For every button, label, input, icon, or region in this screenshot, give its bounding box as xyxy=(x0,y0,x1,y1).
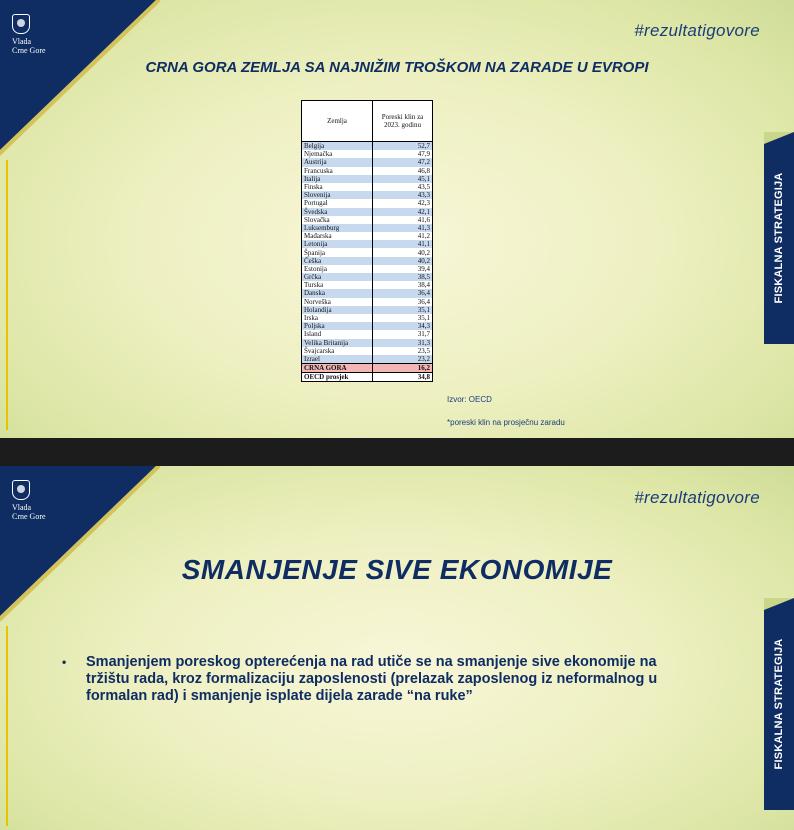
country-cell: Holandija xyxy=(302,306,373,314)
country-cell: Italija xyxy=(302,175,373,183)
table-row xyxy=(302,306,433,314)
table-row xyxy=(302,150,433,158)
source-note: Izvor: OECD xyxy=(447,395,492,404)
coat-of-arms-icon xyxy=(12,480,30,500)
value-cell: 35,1 xyxy=(373,314,433,322)
table-row xyxy=(302,265,433,273)
country-cell: Austrija xyxy=(302,158,373,166)
value-cell: 46,8 xyxy=(373,167,433,175)
table-row xyxy=(302,240,433,248)
table-row xyxy=(302,158,433,166)
table-row xyxy=(302,199,433,207)
country-cell: Slovačka xyxy=(302,216,373,224)
value-cell: 41,6 xyxy=(373,216,433,224)
bullet-marker: • xyxy=(62,655,67,669)
table-row xyxy=(302,257,433,265)
country-cell: Izrael xyxy=(302,355,373,364)
value-cell: 34,8 xyxy=(373,373,433,382)
table-row xyxy=(302,330,433,338)
country-cell: Švedska xyxy=(302,208,373,216)
accent-line xyxy=(6,626,8,826)
slide-title: CRNA GORA ZEMLJA SA NAJNIŽIM TROŠKOM NA ZARADE U EVROPI xyxy=(145,59,649,76)
value-cell: 39,4 xyxy=(373,265,433,273)
hashtag: #rezultatigovore xyxy=(634,488,760,507)
country-cell: Danska xyxy=(302,289,373,297)
value-cell: 36,4 xyxy=(373,289,433,297)
value-cell: 47,2 xyxy=(373,158,433,166)
table-row xyxy=(302,322,433,330)
side-tab-label: FISKALNA STRATEGIJA xyxy=(773,172,785,304)
header-country: Zemlja xyxy=(302,101,373,142)
footnote: *poreski klin na prosječnu zaradu xyxy=(447,418,565,427)
table-row xyxy=(302,175,433,183)
value-cell: 42,3 xyxy=(373,199,433,207)
country-cell: Island xyxy=(302,330,373,338)
country-cell: Grčka xyxy=(302,273,373,281)
value-cell: 38,4 xyxy=(373,281,433,289)
country-cell: Luksemburg xyxy=(302,224,373,232)
value-cell: 42,1 xyxy=(373,208,433,216)
hashtag: #rezultatigovore xyxy=(634,21,760,40)
table-row xyxy=(302,298,433,306)
org-line-1: Vlada xyxy=(12,37,32,46)
accent-line xyxy=(6,160,8,430)
table-row xyxy=(302,208,433,216)
government-logo xyxy=(12,480,72,521)
table-row xyxy=(302,248,433,256)
value-cell: 41,2 xyxy=(373,232,433,240)
bullet-text: Smanjenjem poreskog opterećenja na rad utiče se na smanjenje sive ekonomije na tržištu rada, kroz formalizaciju zaposlenosti (prelazak zaposlenog iz neformalnog u formalan rad) i smanjenje isplate dijela zarade “na ruke” xyxy=(86,654,658,704)
value-cell: 36,4 xyxy=(373,298,433,306)
slide-2 xyxy=(0,466,794,830)
value-cell: 40,2 xyxy=(373,248,433,256)
table-row xyxy=(302,355,433,364)
country-cell: Švajcarska xyxy=(302,347,373,355)
country-cell: CRNA GORA xyxy=(302,364,373,373)
value-cell: 52,7 xyxy=(373,142,433,151)
table-row xyxy=(302,347,433,355)
table-row xyxy=(302,191,433,199)
table-row xyxy=(302,273,433,281)
table-row xyxy=(302,224,433,232)
country-cell: Njemačka xyxy=(302,150,373,158)
table-row xyxy=(302,232,433,240)
country-cell: Irska xyxy=(302,314,373,322)
country-cell: Finska xyxy=(302,183,373,191)
table-row xyxy=(302,216,433,224)
value-cell: 40,2 xyxy=(373,257,433,265)
header-tax-wedge: Poreski klin za 2023. godinu xyxy=(373,101,433,142)
value-cell: 41,3 xyxy=(373,224,433,232)
country-cell: Belgija xyxy=(302,142,373,151)
table-row xyxy=(302,339,433,347)
slide-title: SMANJENJE SIVE EKONOMIJE xyxy=(181,554,613,585)
country-cell: Francuska xyxy=(302,167,373,175)
value-cell: 31,7 xyxy=(373,330,433,338)
table-row-average xyxy=(302,373,433,382)
country-cell: Velika Britanija xyxy=(302,339,373,347)
value-cell: 23,2 xyxy=(373,355,433,364)
side-tab xyxy=(764,598,794,810)
country-cell: Portugal xyxy=(302,199,373,207)
value-cell: 43,3 xyxy=(373,191,433,199)
bullet-item xyxy=(62,654,662,705)
country-cell: Mađarska xyxy=(302,232,373,240)
country-cell: Češka xyxy=(302,257,373,265)
value-cell: 43,5 xyxy=(373,183,433,191)
value-cell: 41,1 xyxy=(373,240,433,248)
country-cell: Letonija xyxy=(302,240,373,248)
value-cell: 35,1 xyxy=(373,306,433,314)
country-cell: Turska xyxy=(302,281,373,289)
value-cell: 16,2 xyxy=(373,364,433,373)
table-row xyxy=(302,289,433,297)
table-row xyxy=(302,167,433,175)
value-cell: 47,9 xyxy=(373,150,433,158)
coat-of-arms-icon xyxy=(12,14,30,34)
country-cell: OECD prosjek xyxy=(302,373,373,382)
table-row xyxy=(302,142,433,151)
country-cell: Norveška xyxy=(302,298,373,306)
country-cell: Slovenija xyxy=(302,191,373,199)
table-row xyxy=(302,314,433,322)
government-logo xyxy=(12,14,72,55)
side-tab-label: FISKALNA STRATEGIJA xyxy=(773,638,785,770)
tax-wedge-table xyxy=(301,100,433,382)
country-cell: Španija xyxy=(302,248,373,256)
org-line-2: Crne Gore xyxy=(12,512,46,521)
value-cell: 34,3 xyxy=(373,322,433,330)
org-line-1: Vlada xyxy=(12,503,32,512)
value-cell: 31,3 xyxy=(373,339,433,347)
value-cell: 45,1 xyxy=(373,175,433,183)
table-row-highlight xyxy=(302,364,433,373)
country-cell: Poljska xyxy=(302,322,373,330)
table-header-row xyxy=(302,101,433,142)
table-row xyxy=(302,183,433,191)
table-body xyxy=(302,142,433,382)
side-tab xyxy=(764,132,794,344)
value-cell: 23,5 xyxy=(373,347,433,355)
value-cell: 38,5 xyxy=(373,273,433,281)
country-cell: Estonija xyxy=(302,265,373,273)
org-line-2: Crne Gore xyxy=(12,46,46,55)
table-row xyxy=(302,281,433,289)
